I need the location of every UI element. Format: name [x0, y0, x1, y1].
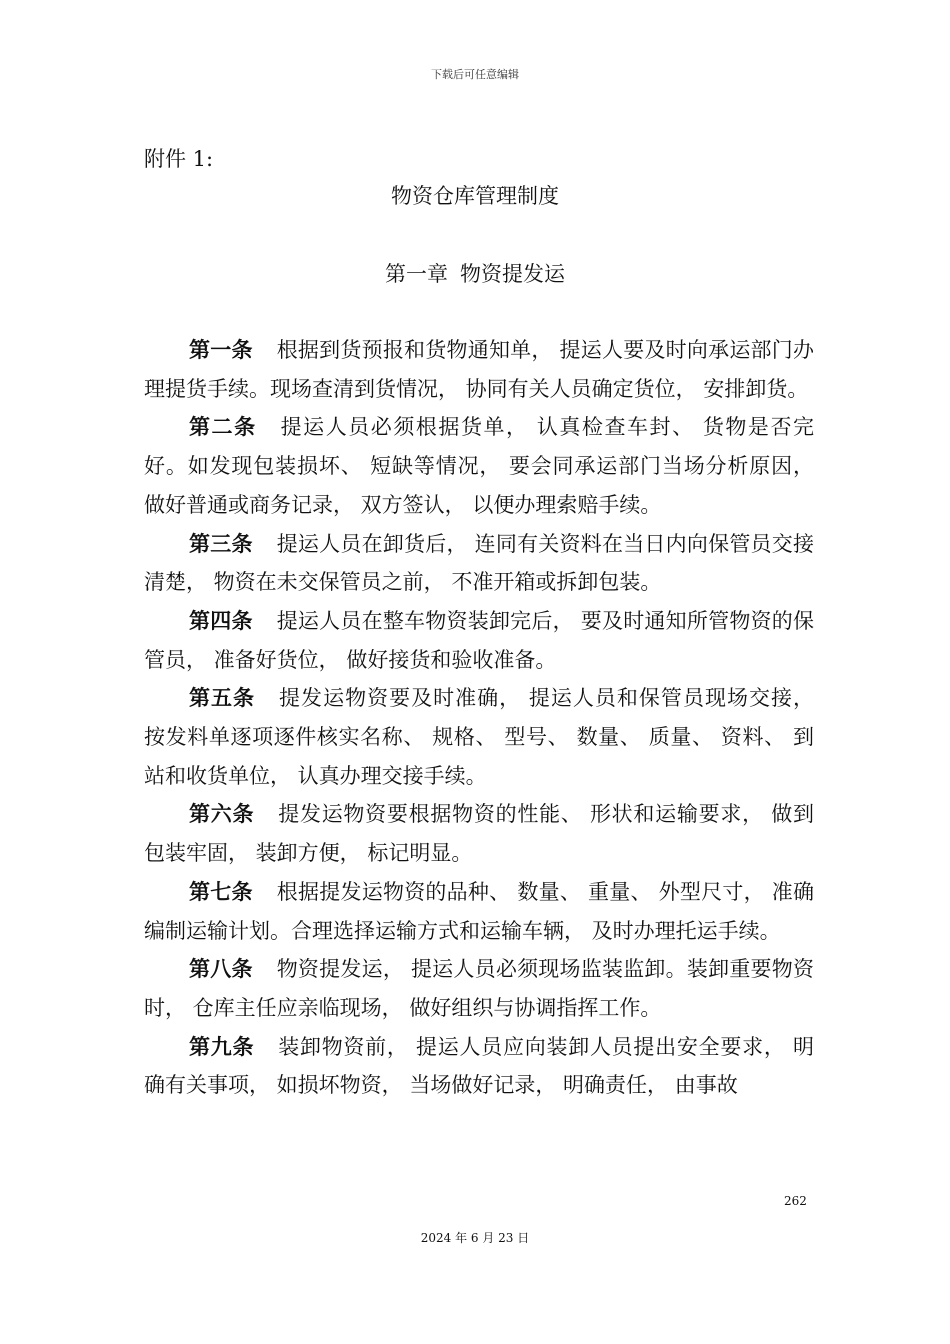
article-6: [144, 795, 814, 872]
article-7: [144, 873, 814, 950]
article-8: [144, 950, 814, 1027]
article-number: 第四条: [189, 608, 253, 633]
article-3: [144, 525, 814, 602]
document-title: 物资仓库管理制度: [391, 184, 559, 208]
article-number: 第三条: [189, 531, 253, 556]
article-1: [144, 331, 814, 408]
article-number: 第六条: [189, 802, 255, 827]
article-4: [144, 602, 814, 679]
article-text: 根据提发运物资的品种、 数量、 重量、 外型尺寸， 准确编制运输计划。合理选择运输方式和运输车辆， 及时办理托运手续。: [144, 879, 815, 943]
article-number: 第五条: [189, 686, 256, 711]
article-number: 第二条: [189, 415, 257, 440]
article-text: 提运人员必须根据货单， 认真检查车封、 货物是否完好。如发现包装损坏、 短缺等情况， 要会同承运部门当场分析原因， 做好普通或商务记录， 双方签认， 以便办理索赔手续。: [144, 415, 815, 517]
article-9: [144, 1028, 814, 1105]
page-number: 262: [784, 1194, 807, 1208]
article-number: 第一条: [189, 338, 253, 362]
article-text: 提发运物资要根据物资的性能、 形状和运输要求， 做到包装牢固， 装卸方便， 标记明显。: [144, 802, 814, 866]
header-note: 下载后可任意编辑: [431, 68, 519, 81]
article-5: [144, 679, 814, 795]
article-text: 提运人员在卸货后， 连同有关资料在当日内向保管员交接清楚， 物资在未交保管员之前， 不准开箱或拆卸包装。: [144, 531, 814, 595]
article-number: 第八条: [189, 957, 253, 982]
article-number: 第九条: [189, 1034, 255, 1059]
article-text: 根据到货预报和货物通知单， 提运人要及时向承运部门办理提货手续。现场查清到货情况， 协同有关人员确定货位， 安排卸货。: [144, 338, 814, 401]
article-text: 物资提发运， 提运人员必须现场监装监卸。装卸重要物资时， 仓库主任应亲临现场， 做好组织与协调指挥工作。: [144, 957, 814, 1020]
article-list: [144, 331, 814, 1105]
article-2: [144, 408, 814, 524]
article-text: 装卸物资前， 提运人员应向装卸人员提出安全要求， 明确有关事项， 如损坏物资， 当场做好记录， 明确责任， 由事故: [144, 1034, 814, 1098]
chapter-title: 物资提发运: [460, 262, 565, 286]
chapter-number: 第一章: [385, 262, 448, 286]
article-text: 提发运物资要及时准确， 提运人员和保管员现场交接， 按发料单逐项逐件核实名称、 规格、 型号、 数量、 质量、 资料、 到站和收货单位， 认真办理交接手续。: [144, 686, 814, 788]
chapter-heading: [0, 258, 950, 288]
article-number: 第七条: [189, 879, 253, 904]
footer-date: 2024 年 6 月 23 日: [420, 1231, 530, 1245]
attachment-label: 附件 1:: [144, 147, 214, 171]
article-text: 提运人员在整车物资装卸完后， 要及时通知所管物资的保管员， 准备好货位， 做好接货和验收准备。: [144, 608, 814, 672]
